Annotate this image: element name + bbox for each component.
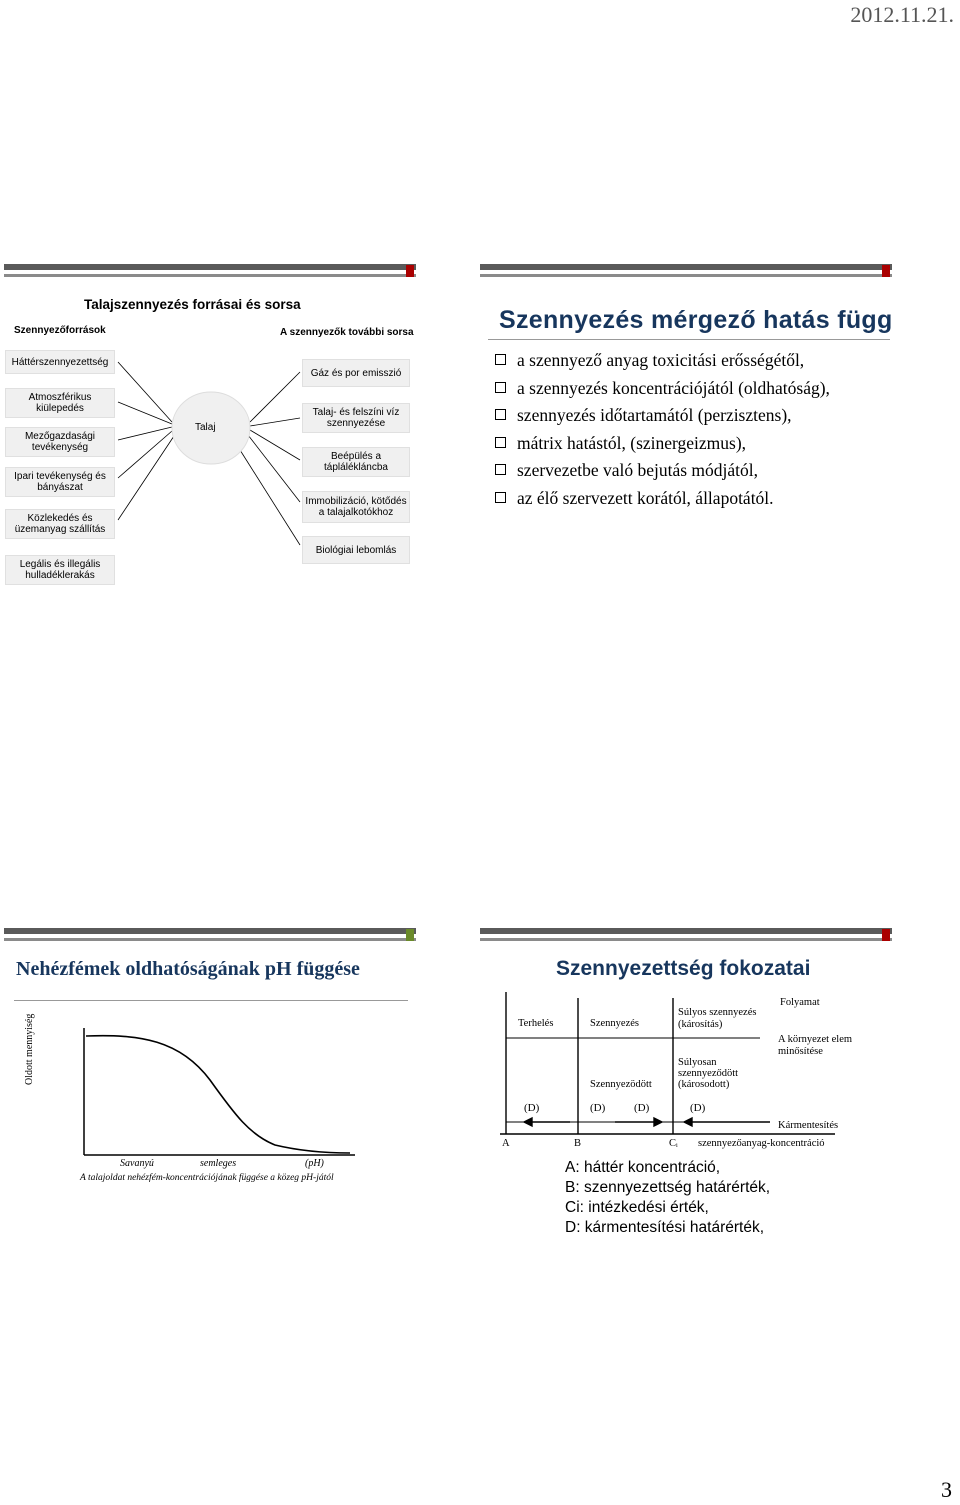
source-box-industry: Ipari tevékenység és bányászat xyxy=(5,467,115,497)
slide1-header-bar xyxy=(4,264,416,282)
fig-label: (D) xyxy=(590,1102,606,1114)
legend-item: D: kármentesítési határérték, xyxy=(565,1219,764,1236)
fig-label: Kármentesítés xyxy=(778,1120,839,1131)
source-box-agriculture: Mezőgazdasági tevékenység xyxy=(5,427,115,457)
page-number: 3 xyxy=(941,1477,952,1502)
slide3-title: Nehézfémek oldhatóságának pH függése xyxy=(16,958,360,980)
bullet-item: a szennyezés koncentrációjától (oldhatóság), xyxy=(495,378,830,399)
bullet-item: mátrix hatástól, (szinergeizmus), xyxy=(495,433,746,454)
ph-x-tick-ph: (pH) xyxy=(305,1158,324,1169)
fig-label: (D) xyxy=(524,1102,540,1114)
fig-label: (D) xyxy=(690,1102,706,1114)
slide2-rule xyxy=(488,339,890,340)
fig-label: (károsítás) xyxy=(678,1019,723,1030)
date-header: 2012.11.21. xyxy=(850,2,954,27)
fate-box-foodchain: Beépülés a táplálékláncba xyxy=(302,447,410,477)
fig-label: A xyxy=(502,1138,510,1149)
fig-label: szennyeződött xyxy=(678,1068,739,1079)
source-box-background: Háttérszennyezettség xyxy=(5,350,115,374)
fig-label: Szennyezés xyxy=(590,1018,639,1029)
fate-box-immobilization: Immobilizáció, kötődés a talajalkotókhoz xyxy=(302,491,410,523)
fig-label: Cᵢ xyxy=(669,1138,678,1149)
ph-x-tick-neutral: semleges xyxy=(200,1158,237,1169)
fate-box-water: Talaj- és felszíni víz szennyezése xyxy=(302,403,410,433)
slide4-header-bar xyxy=(480,928,892,946)
fig-label: Súlyos szennyezés xyxy=(678,1007,757,1018)
fig-label: Szennyezödött xyxy=(590,1079,652,1090)
fig-label: minősítése xyxy=(778,1046,823,1057)
slide2-title: Szennyezés mérgező hatás függ xyxy=(499,306,893,334)
slide4-title: Szennyezettség fokozatai xyxy=(556,957,811,980)
ph-x-tick-acidic: Savanyú xyxy=(120,1158,154,1169)
fate-header: A szennyezők további sorsa xyxy=(280,327,414,338)
bullet-item: szennyezés időtartamától (perzisztens), xyxy=(495,405,792,426)
bullet-item: szervezetbe való bejutás módjától, xyxy=(495,460,758,481)
source-box-atmospheric: Atmoszférikus kiülepedés xyxy=(5,388,115,418)
source-box-landfill: Legális és illegális hulladéklerakás xyxy=(5,555,115,585)
slide3-header-bar xyxy=(4,928,416,946)
legend-item: A: háttér koncentráció, xyxy=(565,1159,721,1176)
fig-label: B xyxy=(574,1138,582,1149)
fate-box-biodegradation: Biológiai lebomlás xyxy=(302,536,410,564)
slide3-rule xyxy=(14,1000,408,1001)
slide2-header-bar xyxy=(480,264,892,282)
ph-y-label: Oldott mennyiség xyxy=(24,1013,35,1085)
center-soil: Talaj xyxy=(195,422,216,433)
bullet-item: az élő szervezett korától, állapotától. xyxy=(495,488,774,509)
fig-label: Folyamat xyxy=(780,997,820,1008)
fig-label: Terhelés xyxy=(518,1018,554,1029)
legend-item: B: szennyezettség határérték, xyxy=(565,1179,771,1196)
fig-label: (károsodott) xyxy=(678,1079,730,1090)
slide1-title: Talajszennyezés forrásai és sorsa xyxy=(84,297,301,312)
fig-label: (D) xyxy=(634,1102,650,1114)
fig-label: Súlyosan xyxy=(678,1057,717,1068)
sources-header: Szennyezőforrások xyxy=(14,325,106,336)
bullet-item: a szennyező anyag toxicitási erősségétől, xyxy=(495,350,804,371)
legend-item: Ci: intézkedési érték, xyxy=(565,1199,709,1216)
ph-caption: A talajoldat nehézfém-koncentrációjának függése a közeg pH-jától xyxy=(80,1173,334,1183)
fig-label: A környezet elem xyxy=(778,1034,853,1045)
fate-box-emission: Gáz és por emisszió xyxy=(302,359,410,387)
fig-label: szennyezőanyag-koncentráció xyxy=(698,1138,825,1149)
source-box-transport: Közlekedés és üzemanyag szállítás xyxy=(5,509,115,539)
